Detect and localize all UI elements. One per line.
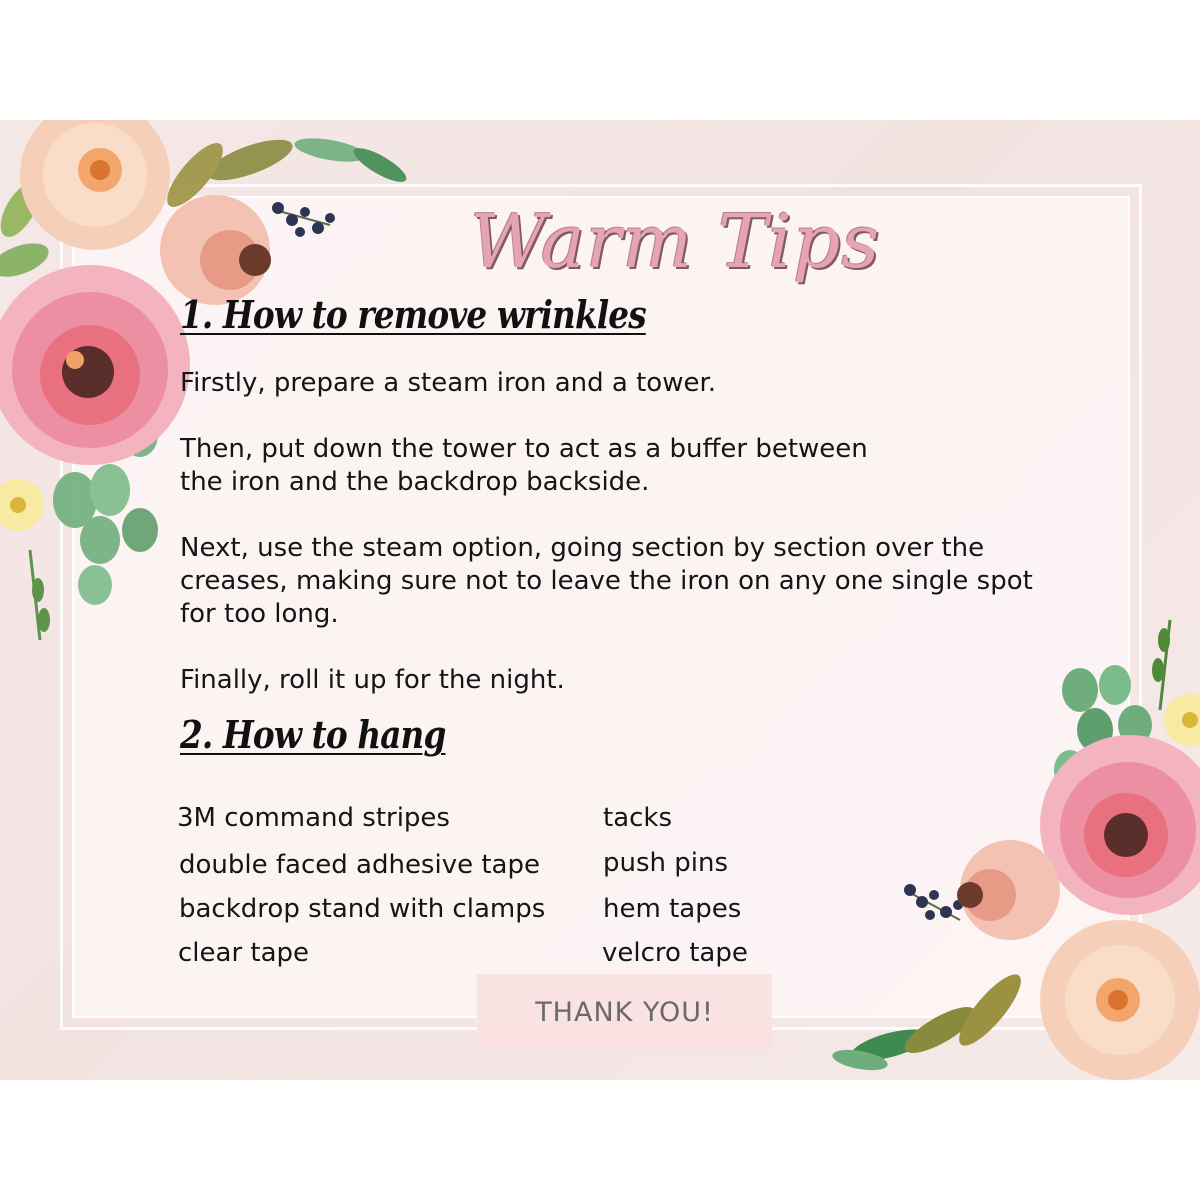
paragraph-step-4: Finally, roll it up for the night.: [180, 665, 565, 695]
yellow-flower-illustration: [0, 479, 44, 531]
list-item: velcro tape: [602, 938, 748, 968]
list-item: 3M command stripes: [177, 803, 450, 833]
list-item: hem tapes: [603, 894, 742, 924]
berry-sprig-illustration: [272, 202, 335, 237]
list-item: push pins: [603, 848, 729, 878]
list-item: double faced adhesive tape: [179, 850, 540, 880]
page-title: Warm Tips: [470, 199, 881, 285]
list-item: backdrop stand with clamps: [179, 894, 546, 924]
pink-rose-illustration: [0, 265, 190, 465]
yellow-flower-illustration: [1164, 694, 1200, 746]
section-heading-wrinkles: 1. How to remove wrinkles: [180, 292, 646, 337]
paragraph-step-3: Next, use the steam option, going section by section over the creases, making sure not to leave the iron on any one single spot for too long.: [180, 533, 1033, 629]
paragraph-step-1: Firstly, prepare a steam iron and a tower.: [180, 368, 717, 398]
berry-sprig-illustration: [904, 884, 963, 920]
thank-you-text: THANK YOU!: [535, 997, 714, 1028]
paragraph-step-2: Then, put down the tower to act as a buffer between the iron and the backdrop backside.: [180, 434, 868, 497]
warm-tips-card: [0, 120, 1200, 1080]
section-heading-hang: 2. How to hang: [180, 712, 446, 757]
thank-you-banner: [477, 974, 772, 1052]
list-item: tacks: [603, 803, 673, 833]
list-item: clear tape: [178, 938, 310, 968]
